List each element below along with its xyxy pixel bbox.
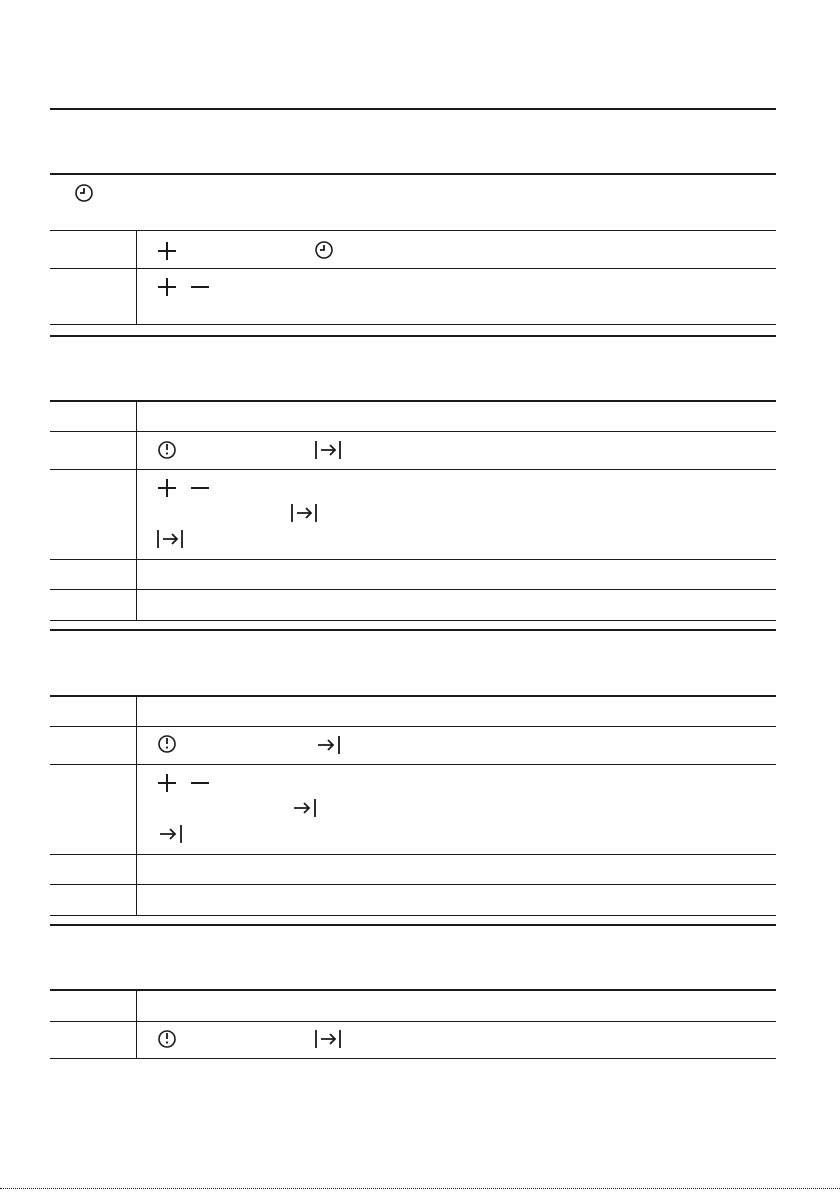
section-1-table-top: [50, 230, 776, 231]
end-marker-icon: [156, 528, 184, 550]
plus-icon: [156, 240, 178, 262]
end-arrow-icon: [290, 797, 318, 819]
end-marker-icon: [314, 439, 342, 461]
minus-icon: [189, 276, 211, 298]
table-row-divider: [50, 268, 776, 269]
section-4-top-rule: [50, 924, 776, 926]
table-row-divider: [50, 884, 776, 885]
section-4-column-divider: [136, 990, 137, 1059]
end-arrow-icon: [156, 823, 184, 845]
section-2-header-rule: [50, 400, 776, 402]
section-3-top-rule: [50, 629, 776, 631]
section-1-header-rule: [50, 173, 776, 175]
table-row-divider: [50, 559, 776, 560]
minus-icon: [189, 477, 211, 499]
section-1-table-bottom: [50, 324, 776, 325]
section-4-header-rule: [50, 989, 776, 991]
end-marker-icon: [314, 1028, 342, 1050]
minus-icon: [189, 772, 211, 794]
section-3-header-rule: [50, 695, 776, 697]
timer-icon: [157, 734, 177, 754]
timer-icon: [157, 1029, 177, 1049]
table-row-divider: [50, 1021, 776, 1022]
table-row-divider: [50, 469, 776, 470]
table-row-divider: [50, 764, 776, 765]
table-row-divider: [50, 854, 776, 855]
page-bottom-edge: [0, 1188, 840, 1189]
section-1-top-rule: [50, 108, 776, 110]
end-marker-icon: [290, 502, 318, 524]
clock-icon: [314, 240, 334, 260]
timer-icon: [157, 440, 177, 460]
section-3-column-divider: [136, 696, 137, 915]
plus-icon: [156, 477, 178, 499]
section-2-column-divider: [136, 401, 137, 620]
table-row-divider: [50, 431, 776, 432]
table-row-divider: [50, 589, 776, 590]
table-row-divider: [50, 726, 776, 727]
section-2-top-rule: [50, 335, 776, 337]
section-2-table-bottom: [50, 620, 776, 621]
end-arrow-icon: [314, 734, 342, 756]
plus-icon: [156, 276, 178, 298]
section-3-table-bottom: [50, 915, 776, 916]
plus-icon: [156, 772, 178, 794]
clock-icon: [74, 183, 94, 203]
section-1-column-divider: [136, 230, 137, 324]
section-4-table-bottom: [50, 1058, 776, 1059]
